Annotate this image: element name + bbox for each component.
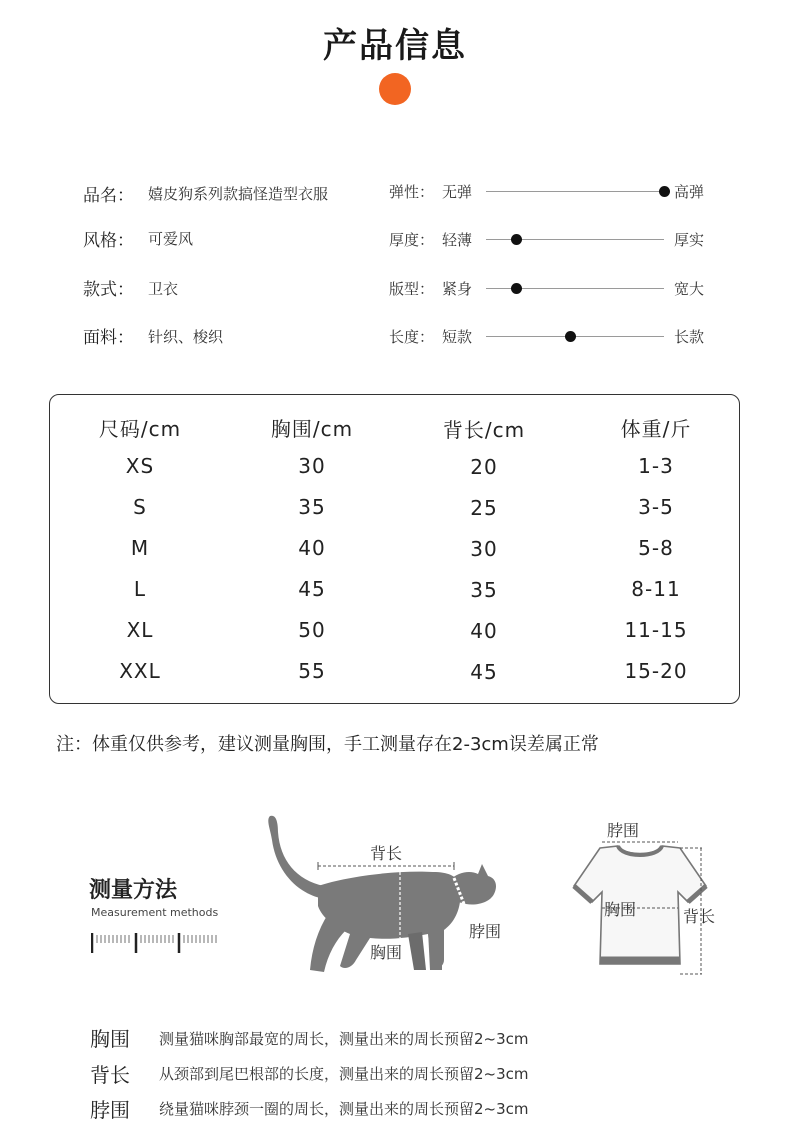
table-cell: 45 [470,660,498,684]
cat-chest-label: 胸围 [370,943,403,962]
table-cell: 1-3 [638,454,674,478]
attr-knob-length [565,331,576,342]
table-cell: XS [125,454,155,478]
table-cell: XL [126,618,154,642]
table-cell: 30 [298,454,326,478]
table-cell: 50 [298,618,326,642]
table-cell: 35 [470,578,498,602]
table-cell: 20 [470,455,498,479]
table-cell: 11-15 [624,618,688,642]
attr-label-fit: 版型： [389,280,435,298]
info-label-type: 款式： [83,280,134,300]
page-title: 产品信息 [323,26,467,66]
attr-track-fit [486,288,664,289]
shirt-neck-label: 脖围 [607,821,640,840]
table-cell: 55 [298,659,326,683]
shirt-back-label: 背长 [683,907,716,926]
attr-track-elasticity [486,191,664,192]
table-cell: 40 [470,619,498,643]
size-table [49,394,740,704]
attr-knob-thickness [511,234,522,245]
size-note: 注：体重仅供参考，建议测量胸围，手工测量存在2-3cm误差属正常 [56,734,599,755]
table-cell: 15-20 [624,659,688,683]
table-cell: 35 [298,495,326,519]
table-cell: 45 [298,577,326,601]
attr-min-length: 短款 [442,328,473,346]
info-label-name: 品名： [83,186,134,206]
legend-key-neck: 脖围 [90,1098,130,1122]
method-title: 测量方法 [89,878,178,903]
legend-desc-chest: 测量猫咪胸部最宽的周长，测量出来的周长预留2~3cm [159,1030,529,1048]
info-label-style: 风格： [83,231,134,251]
shirt-chest-label: 胸围 [604,900,637,919]
method-subtitle: Measurement methods [91,906,219,919]
legend-desc-back: 从颈部到尾巴根部的长度，测量出来的周长预留2~3cm [159,1065,529,1083]
info-value-fabric: 针织、梭织 [148,328,224,346]
ruler-icon [91,931,221,955]
attr-label-thickness: 厚度： [389,231,435,249]
table-cell: S [133,495,147,519]
legend-key-chest: 胸围 [90,1027,130,1051]
info-value-type: 卫衣 [148,280,179,298]
attr-track-length [486,336,664,337]
table-cell: 8-11 [631,577,681,601]
table-cell: 40 [298,536,326,560]
attr-min-thickness: 轻薄 [442,231,473,249]
attr-knob-elasticity [659,186,670,197]
attr-knob-fit [511,283,522,294]
attr-max-length: 长款 [674,328,705,346]
attr-max-fit: 宽大 [674,280,705,298]
attr-label-elasticity: 弹性： [389,183,435,201]
attr-track-thickness [486,239,664,240]
table-cell: M [130,536,150,560]
table-header-weight: 体重/斤 [620,417,692,441]
legend-desc-neck: 绕量猫咪脖颈一圈的周长，测量出来的周长预留2~3cm [159,1100,529,1118]
attr-min-fit: 紧身 [442,280,473,298]
table-cell: XXL [119,659,161,683]
attr-label-length: 长度： [389,328,435,346]
info-value-style: 可爱风 [148,230,194,248]
table-cell: 5-8 [638,536,674,560]
table-cell: L [133,577,147,601]
info-label-fabric: 面料： [83,328,134,348]
table-cell: 30 [470,537,498,561]
cat-neck-label: 脖围 [469,922,502,941]
table-header-back: 背长/cm [442,418,526,442]
table-header-chest: 胸围/cm [270,417,354,441]
attr-max-elasticity: 高弹 [674,183,705,201]
cat-back-label: 背长 [370,844,403,863]
accent-dot [379,73,411,105]
legend-key-back: 背长 [90,1063,130,1087]
info-value-name: 嬉皮狗系列款搞怪造型衣服 [148,185,329,203]
table-cell: 25 [470,496,498,520]
attr-max-thickness: 厚实 [674,231,705,249]
table-cell: 3-5 [638,495,674,519]
table-header-size: 尺码/cm [98,417,182,441]
attr-min-elasticity: 无弹 [442,183,473,201]
